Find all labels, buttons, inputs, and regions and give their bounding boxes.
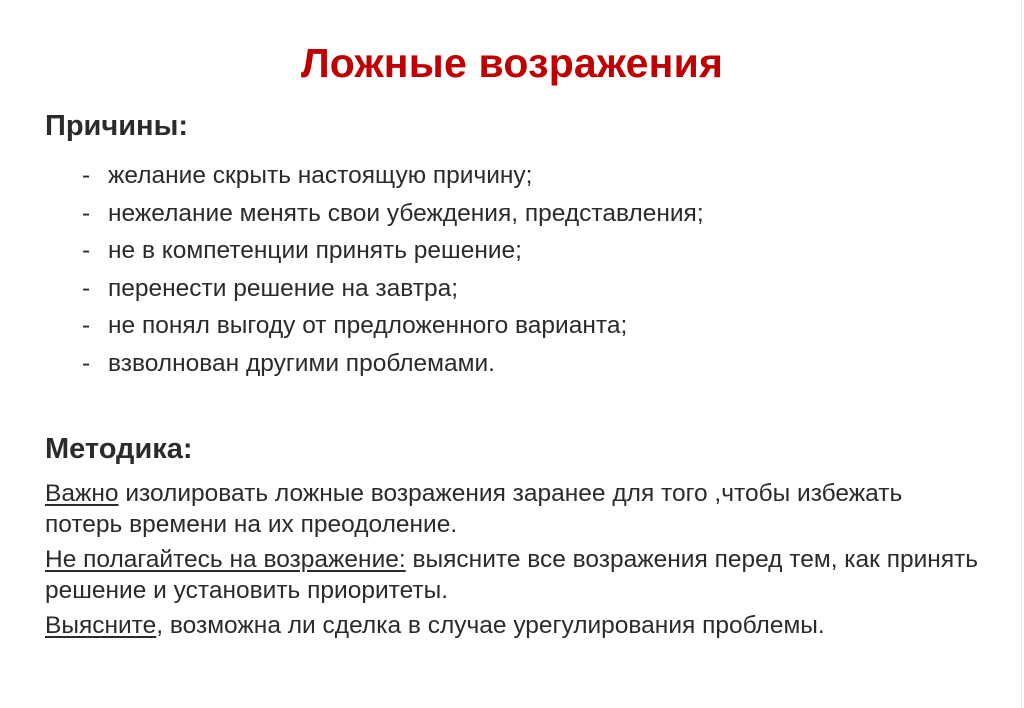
reasons-list [82,157,704,382]
list-dash: - [82,312,91,339]
list-dash: - [82,349,91,377]
method-text: , возможна ли сделка в случае урегулирования проблемы. [156,612,825,639]
slide-title: Ложные возражения [300,40,724,86]
list-dash: - [82,274,91,302]
list-item [82,195,704,233]
slide-edge-divider [1021,0,1022,708]
list-item [82,232,704,270]
method-text: выясните все возражения перед тем, как принять решение и установить приоритеты. [45,546,979,604]
list-item-text: желание скрыть настоящую причину; [108,162,533,189]
list-dash: - [82,237,91,264]
method-lead-underlined: Не полагайтесь на возражение: [45,546,406,573]
list-item-text: взволнован другими проблемами. [108,349,495,377]
list-item-text: нежелание менять свои убеждения, представления; [108,199,704,227]
method-text: изолировать ложные возражения заранее для того ,чтобы избежать потерь времени на их преодоление. [45,480,903,538]
reasons-heading: Причины: [45,110,188,142]
list-item [82,270,704,308]
list-item-text: не в компетенции принять решение; [108,237,522,264]
list-item [82,307,704,345]
method-paragraph [45,544,985,606]
list-dash: - [82,162,91,189]
method-paragraph [45,478,985,540]
list-item [82,345,704,383]
method-paragraph [45,610,985,641]
list-item-text: не понял выгоду от предложенного варианта; [108,312,628,339]
method-lead-underlined: Выясните [45,612,157,639]
list-dash: - [82,199,91,227]
list-item [82,157,704,195]
method-lead-underlined: Важно [45,480,119,507]
list-item-text: перенести решение на завтра; [108,274,459,302]
method-heading: Методика: [45,433,193,465]
